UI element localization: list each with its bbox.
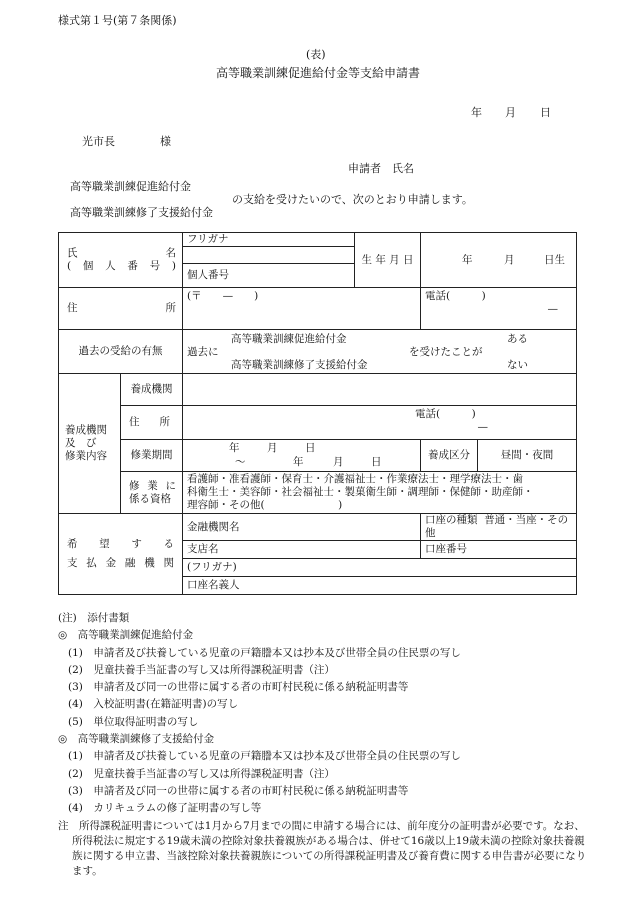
branch-field[interactable]: 支店名 <box>183 541 421 559</box>
bank-name-field[interactable]: 金融機関名 <box>183 514 421 541</box>
qualification-field[interactable]: 看護師・准看護師・保育士・介護福祉士・作業療法士・理学療法士・歯 科衛生士・美容師・社会福祉士・製菓衛生師・調理師・保健師・助産師・ 理容師・その他( ) <box>183 472 577 514</box>
list-item: (3) 申請者及び同一の世帯に属する者の市町村民税に係る納税証明書等 <box>68 681 409 694</box>
section1-title: ◎ 高等職業訓練促進給付金 <box>58 629 194 642</box>
course-type-label: 養成区分 <box>421 440 478 472</box>
date-year: 年 <box>471 106 482 119</box>
personal-number-field[interactable]: 個人番号 <box>183 264 355 288</box>
period-label: 修業期間 <box>121 440 183 472</box>
request-text: の支給を受けたいので、次のとおり申請します。 <box>232 193 473 206</box>
past-receipt-field[interactable]: 高等職業訓練促進給付金 過去に を受けたことが 高等職業訓練修了支援給付金 ある ない <box>183 330 577 374</box>
account-number-field[interactable]: 口座番号 <box>421 541 577 559</box>
address-label-cell: 住 所 <box>59 288 183 330</box>
list-item: (1) 申請者及び扶養している児童の戸籍謄本又は抄本及び世帯全員の住民票の写し <box>68 750 461 763</box>
postal-code: (〒 — ) <box>187 290 259 302</box>
birthdate-field[interactable]: 年 月 日生 <box>421 233 577 288</box>
list-item: (4) 入校証明書(在籍証明書)の写し <box>68 698 239 711</box>
qualification-label-cell: 修 業 に 係る資格 <box>121 472 183 514</box>
date-day: 日 <box>540 106 551 119</box>
addressee: 光市長 <box>82 135 115 148</box>
holder-furigana-field[interactable]: (フリガナ) <box>183 559 577 577</box>
past-receipt-label: 過去の受給の有無 <box>59 330 183 374</box>
list-item: (2) 児童扶養手当証書の写し又は所得課税証明書（注） <box>68 767 335 780</box>
course-type-field[interactable]: 昼間・夜間 <box>478 440 577 472</box>
address-field[interactable] <box>183 288 421 330</box>
section2-title: ◎ 高等職業訓練修了支援給付金 <box>58 733 215 746</box>
attachments-notes <box>58 610 588 879</box>
footnote: 注 所得課税証明書については1月から7月までの間に申請する場合には、前年度分の証明書が必要です。なお、所得税法に規定する19歳未満の控除対象扶養親族がある場合は、併せて16歳以上19歳未満の控除対象扶養親族に関する申立書、当該控除対象扶養親族についての所得課税証明書及び養育費に関する申告書が必要になります。 <box>58 819 587 877</box>
account-type-field[interactable]: 口座の種類 普通・当座・その他 <box>421 514 577 541</box>
benefit-type-2: 高等職業訓練修了支援給付金 <box>70 206 213 219</box>
side-label: (表) <box>306 48 326 61</box>
notes-heading: (注) 添付書類 <box>58 612 130 624</box>
period-field[interactable]: 年 月 日 〜 年 月 日 <box>183 440 421 472</box>
institution-field[interactable] <box>183 374 577 406</box>
list-item: (1) 申請者及び扶養している児童の戸籍謄本又は抄本及び世帯全員の住民票の写し <box>68 646 461 659</box>
name-label-cell: 氏 名 ( 個 人 番 号 ) <box>59 233 183 288</box>
list-item: (3) 申請者及び同一の世帯に属する者の市町村民税に係る納税証明書等 <box>68 784 409 797</box>
bank-label-cell: 希 望 す る 支 払 金 融 機 関 <box>59 514 183 595</box>
benefit-type-1: 高等職業訓練促進給付金 <box>70 180 191 193</box>
list-item: (2) 児童扶養手当証書の写し又は所得課税証明書（注） <box>68 663 335 676</box>
date-month: 月 <box>505 106 516 119</box>
phone-field[interactable]: 電話( ) — <box>421 288 577 330</box>
list-item: (5) 単位取得証明書の写し <box>68 715 199 728</box>
list-item: (4) カリキュラムの修了証明書の写し等 <box>68 802 262 815</box>
inst-address-field[interactable]: 電話( ) — <box>183 406 577 440</box>
form-number: 様式第１号(第７条関係) <box>58 14 177 27</box>
holder-name-field[interactable]: 口座名義人 <box>183 577 577 595</box>
page-title: 高等職業訓練促進給付金等支給申請書 <box>216 66 421 80</box>
inst-address-label-cell: 住 所 <box>121 406 183 440</box>
applicant-name-label: 申請者 氏名 <box>348 162 414 175</box>
birthdate-label: 生 年 月 日 <box>355 233 421 288</box>
honorific: 様 <box>160 135 171 148</box>
furigana-field[interactable]: フリガナ <box>183 233 355 247</box>
application-form-table <box>58 232 577 595</box>
training-group-label: 養成機関 及 び 修業内容 <box>59 374 121 514</box>
name-field[interactable] <box>183 247 355 264</box>
institution-label: 養成機関 <box>121 374 183 406</box>
